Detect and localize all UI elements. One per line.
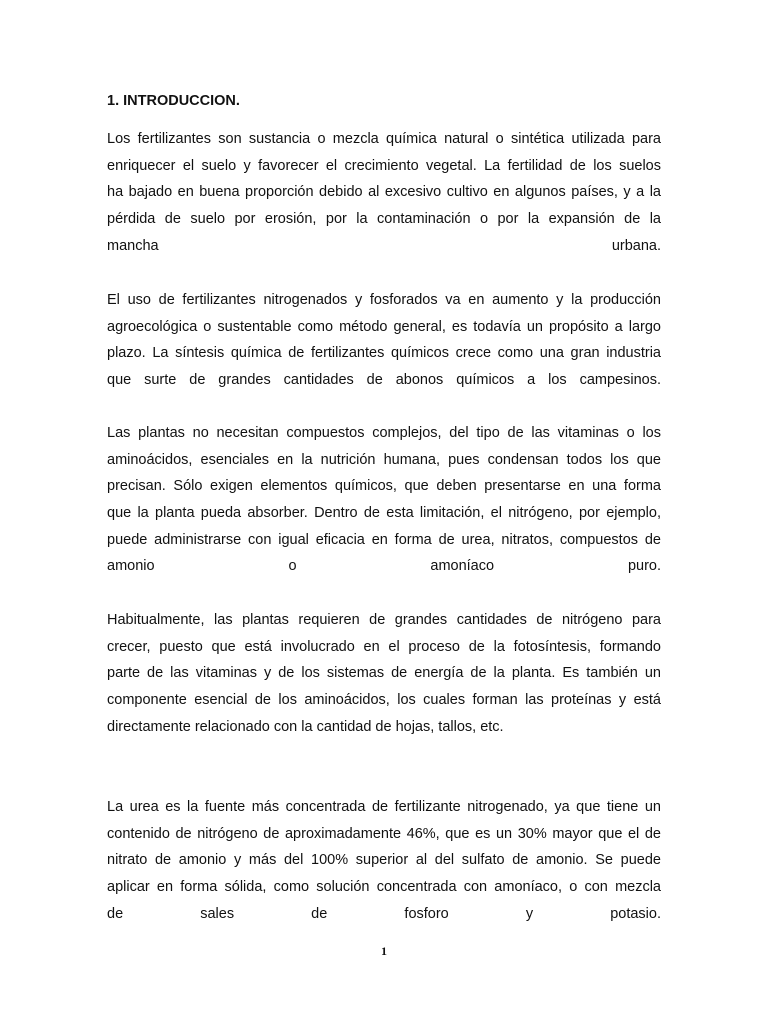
paragraph-line: La urea es la fuente más concentrada de fertilizante nitrogenado, ya que tiene un [107,799,661,815]
paragraph-line: contenido de nitrógeno de aproximadamente 46%, que es un 30% mayor que el de [107,825,661,842]
paragraph-line: aminoácidos, esenciales en la nutrición humana, pues condensan todos los que [107,451,661,468]
paragraph-line: directamente relacionado con la cantidad de hojas, tallos, etc. [107,718,504,735]
paragraph-line: de sales de fosforo y potasio. [107,905,661,922]
paragraph-nitrogeno [107,607,661,740]
paragraph-line: amonio o amoníaco puro. [107,558,661,575]
paragraph-fertilizantes-definicion [107,126,661,259]
paragraph-line: ha bajado en buena proporción debido al excesivo cultivo en algunos países, y a la [107,184,661,201]
page-number: 1 [381,944,387,958]
paragraph-line: Las plantas no necesitan compuestos complejos, del tipo de las vitaminas o los [107,425,661,441]
section-heading: 1. INTRODUCCION. [107,93,240,109]
paragraph-line: enriquecer el suelo y favorecer el crecimiento vegetal. La fertilidad de los suelos [107,157,661,174]
paragraph-urea [107,794,661,927]
paragraph-line: Habitualmente, las plantas requieren de grandes cantidades de nitrógeno para [107,612,661,628]
paragraph-line: nitrato de amonio y más del 100% superior al del sulfato de amonio. Se puede [107,852,661,869]
paragraph-plantas-elementos [107,420,661,580]
paragraph-line: Los fertilizantes son sustancia o mezcla química natural o sintética utilizada para [107,131,661,147]
paragraph-line: mancha urbana. [107,237,661,254]
paragraph-line: parte de las vitaminas y de los sistemas de energía de la planta. Es también un [107,665,661,682]
paragraph-line: El uso de fertilizantes nitrogenados y fosforados va en aumento y la producción [107,292,661,308]
paragraph-line: precisan. Sólo exigen elementos químicos, que deben presentarse en una forma [107,478,661,495]
paragraph-line: aplicar en forma sólida, como solución concentrada con amoníaco, o con mezcla [107,879,661,896]
paragraph-line: que la planta pueda absorber. Dentro de esta limitación, el nitrógeno, por ejemplo, [107,505,661,522]
paragraph-uso-fertilizantes [107,287,661,394]
paragraph-line: plazo. La síntesis química de fertilizantes químicos crece como una gran industria [107,345,661,362]
paragraph-line: pérdida de suelo por erosión, por la contaminación o por la expansión de la [107,211,661,228]
paragraph-line: agroecológica o sustentable como método general, es todavía un propósito a largo [107,318,661,335]
paragraph-line: crecer, puesto que está involucrado en el proceso de la fotosíntesis, formando [107,638,661,655]
paragraph-line: puede administrarse con igual eficacia en forma de urea, nitratos, compuestos de [107,531,661,548]
paragraph-line: componente esencial de los aminoácidos, los cuales forman las proteínas y está [107,692,661,709]
paragraph-line: que surte de grandes cantidades de abonos químicos a los campesinos. [107,372,661,389]
